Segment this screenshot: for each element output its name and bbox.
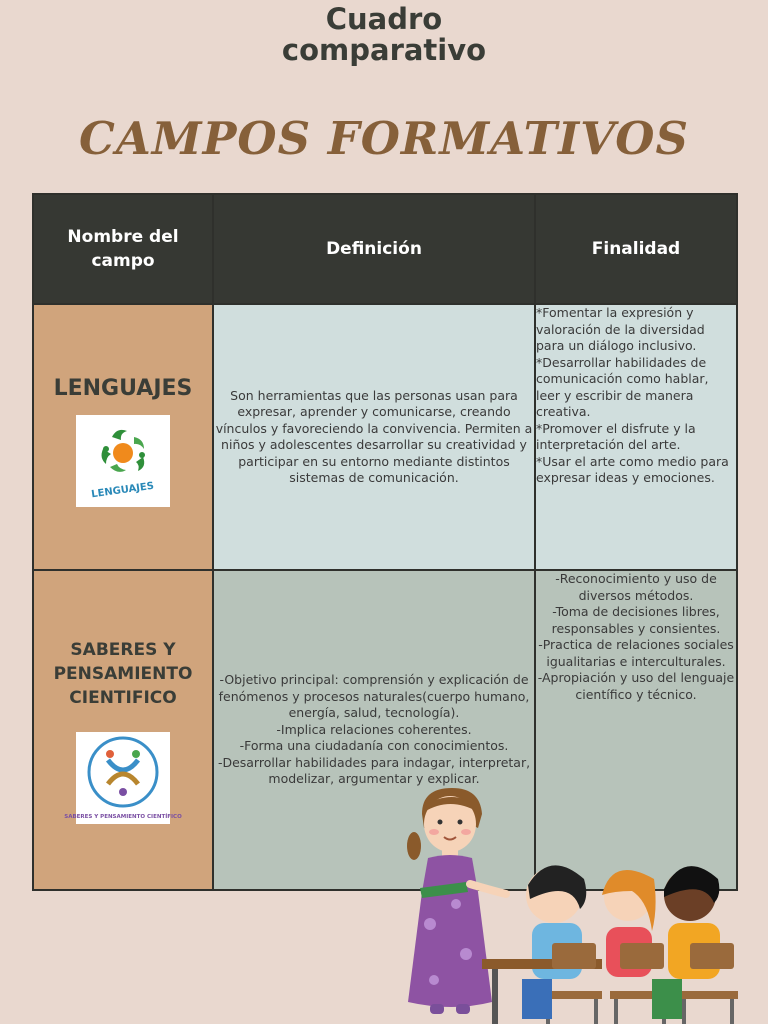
document-title	[0, 4, 768, 66]
header-purpose: Finalidad	[535, 194, 737, 304]
title-line-2: comparativo	[281, 33, 487, 67]
definition-item: -Objetivo principal: comprensión y explicación de fenómenos y procesos naturales(cuerpo humano, energía, salud, tecnología).	[218, 672, 530, 721]
field-name-cell	[33, 304, 213, 570]
table-row	[33, 570, 737, 890]
saberes-logo	[64, 732, 182, 824]
field-name: SABERES Y PENSAMIENTO CIENTIFICO	[53, 640, 193, 708]
title-line-1: Cuadro	[325, 2, 443, 36]
students-illustration	[482, 855, 742, 1024]
header-field-name: Nombre del campo	[33, 194, 213, 304]
definition-item: -Implica relaciones coherentes.	[276, 721, 472, 737]
lenguajes-logo-caption: LENGUAJES	[90, 480, 155, 500]
purpose-item: *Fomentar la expresión y valoración de la diversidad para un diálogo inclusivo.	[536, 305, 705, 353]
field-name: LENGUAJES	[53, 375, 193, 401]
definition-item: -Forma una ciudadanía con conocimientos.	[239, 738, 509, 754]
field-name-cell	[33, 570, 213, 890]
purpose-cell	[535, 570, 737, 890]
purpose-item: -Reconocimiento y uso de diversos métodos.	[555, 571, 717, 603]
comparison-table	[32, 193, 738, 891]
purpose-item: *Promover el disfrute y la interpretación del arte.	[536, 420, 696, 452]
purpose-item: -Toma de decisiones libres, responsables y consientes.	[551, 604, 721, 636]
lenguajes-logo	[76, 415, 170, 507]
purpose-item: -Practica de relaciones sociales igualitarias e interculturales.	[538, 637, 734, 669]
purpose-item: -Apropiación y uso del lenguaje científico y técnico.	[537, 670, 735, 702]
table-header-row	[33, 194, 737, 304]
purpose-item: *Desarrollar habilidades de comunicación como hablar, leer y escribir de manera creativa.	[536, 354, 709, 419]
definition-item: -Desarrollar habilidades para indagar, interpretar, modelizar, argumentar y explicar.	[217, 754, 531, 787]
purpose-item: *Usar el arte como medio para expresar ideas y emociones.	[536, 453, 729, 485]
table-row	[33, 304, 737, 570]
saberes-logo-caption: SABERES Y PENSAMIENTO CIENTÍFICO	[64, 814, 182, 820]
header-definition: Definición	[213, 194, 535, 304]
definition-cell: Son herramientas que las personas usan para expresar, aprender y comunicarse, creando vínculos y favoreciendo la convivencia. Permiten a niños y adolescentes desarrollar su creatividad y participar en su entorno mediante distintos sistemas de comunicación.	[213, 304, 535, 570]
main-title: CAMPOS FORMATIVOS	[79, 112, 689, 165]
purpose-cell	[535, 304, 737, 570]
